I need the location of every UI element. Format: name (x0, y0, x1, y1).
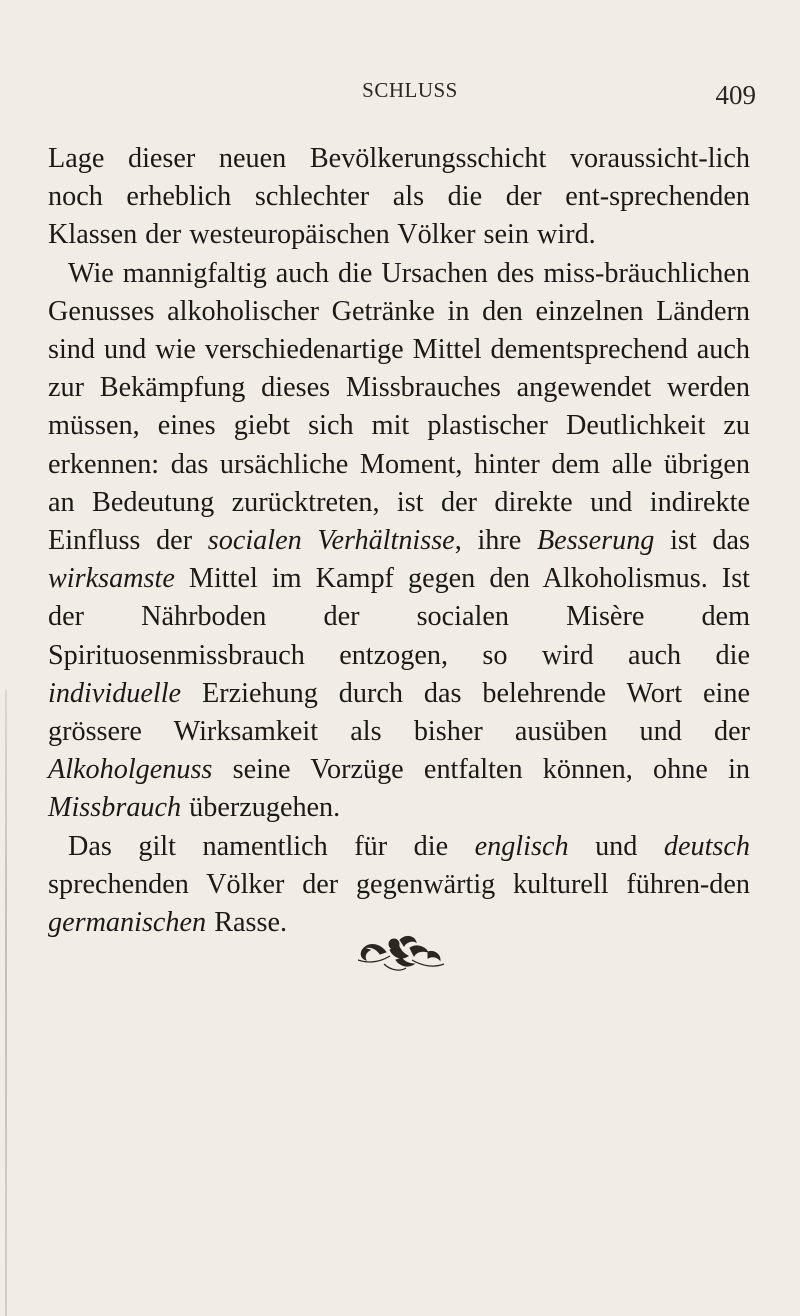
text-run: ist das (654, 525, 750, 557)
emphasis: socialen Verhältnisse (207, 525, 455, 557)
body-text (48, 140, 750, 942)
emphasis: germanischen (48, 907, 207, 939)
emphasis: deutsch (663, 830, 750, 862)
text-run: Erziehung durch das belehrende Wort eine grössere Wirksamkeit als bisher ausüben und der (48, 677, 750, 748)
page-number: 409 (715, 80, 756, 110)
text-run: sprechenden Völker der gegenwärtig kulturell führen-den (48, 868, 750, 900)
text-run: überzugehen. (181, 792, 341, 824)
text-run: Das gilt namentlich für die (68, 830, 475, 862)
text-run: , ihre (454, 525, 537, 557)
page-edge-shadow (5, 690, 7, 1316)
emphasis: wirksamste (48, 563, 175, 595)
emphasis: englisch (474, 830, 569, 862)
text-run: und (568, 830, 664, 862)
paragraph-3 (48, 828, 750, 943)
paragraph-1 (48, 140, 750, 255)
page-header (48, 78, 772, 118)
paragraph-2 (48, 255, 750, 828)
text-run: Lage dieser neuen Bevölkerungsschicht voraussicht-lich noch erheblich schlechter als die der ent-sprechenden Klassen der westeuropäischen Völker sein wird. (48, 143, 750, 251)
floral-ornament-icon (356, 930, 446, 974)
text-run: Wie mannigfaltig auch die Ursachen des miss-bräuchlichen Genusses alkoholischer Getränke in den einzelnen Ländern sind und wie verschiedenartige Mittel dementsprechend auch zur Bekämpfung dieses Missbrauches angewendet werden müssen, eines giebt sich mit plastischer Deutlichkeit zu erkennen: das ursächliche Moment, hinter dem alle übrigen an Bedeutung zurücktreten, ist der direkte und indirekte Einfluss der (48, 257, 750, 557)
emphasis: Missbrauch (48, 792, 182, 824)
emphasis: Besserung (536, 525, 655, 557)
emphasis: Alkoholgenuss (48, 754, 213, 786)
text-run: seine Vorzüge entfalten können, ohne in (212, 754, 750, 786)
text-run: Mittel im Kampf gegen den Alkoholismus. Ist der Nährboden der socialen Misère dem Spirituosenmissbrauch entzogen, so wird auch die (48, 563, 750, 671)
emphasis: individuelle (48, 677, 182, 709)
text-run: Rasse. (206, 907, 287, 939)
running-head: SCHLUSS (362, 78, 458, 102)
